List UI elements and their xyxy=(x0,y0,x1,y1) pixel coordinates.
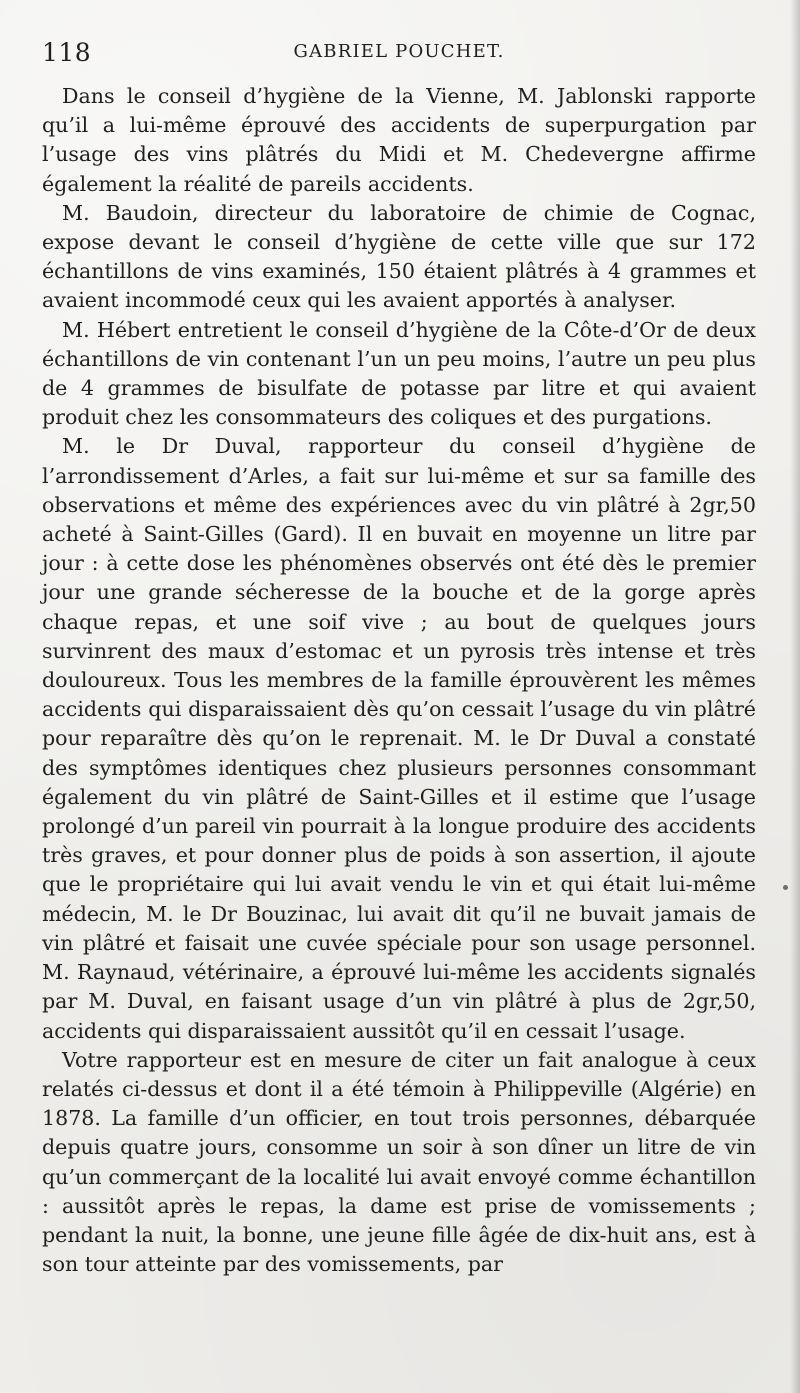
body-text xyxy=(42,82,756,1279)
running-head: GABRIEL POUCHET. xyxy=(293,41,505,62)
paragraph-vienne: Dans le conseil d’hygiène de la Vienne, M. Jablonski rapporte qu’il a lui-même éprouvé des accidents de superpurgation par l’usage des vins plâtrés du Midi et M. Chedevergne affirme également la réalité de pareils accidents. xyxy=(42,84,756,196)
paragraph-hebert: M. Hébert entretient le conseil d’hygiène de la Côte-d’Or de deux échantillons de vin contenant l’un un peu moins, l’autre un peu plus de 4 grammes de bisulfate de potasse par litre et qui avaient produit chez les consommateurs des coliques et des purgations. xyxy=(42,317,756,430)
paragraph-rapporteur: Votre rapporteur est en mesure de citer un fait analogue à ceux relatés ci-dessus et dont il a été témoin à Philippeville (Algérie) en 1878. La famille d’un officier, en tout trois personnes, débarquée depuis quatre jours, consomme un soir à son dîner un litre de vin qu’un commerçant de la localité lui avait envoyé comme échantillon : aussitôt après le repas, la dame est prise de vomissements ; pendant la nuit, la bonne, une jeune fille âgée de dix-huit ans, est à son tour atteinte par des vomissements, par xyxy=(42,1047,756,1277)
margin-speck xyxy=(783,885,788,890)
paragraph-duval: M. le Dr Duval, rapporteur du conseil d’hygiène de l’arrondissement d’Arles, a fait sur lui-même et sur sa famille des observations et même des expériences avec du vin plâtré à 2gr,50 acheté à Saint-Gilles (Gard). Il en buvait en moyenne un litre par jour : à cette dose les phénomènes observés ont été dès le premier jour une grande sécheresse de la bouche et de la gorge après chaque repas, et une soif vive ; au bout de quelques jours survinrent des maux d’estomac et un pyrosis très intense et très douloureux. Tous les membres de la famille éprouvèrent les mêmes accidents qui disparaissaient dès qu’on cessait l’usage du vin plâtré pour reparaître dès qu’on le reprenait. M. le Dr Duval a constaté des symptômes identiques chez plusieurs personnes consommant également du vin plâtré de Saint-Gilles et il estime que l’usage prolongé d’un pareil vin pourrait à la longue produire des accidents très graves, et pour donner plus de poids à son assertion, il ajoute que le propriétaire qui lui avait vendu le vin et qui était lui-même médecin, M. le Dr Bouzinac, lui avait dit qu’il ne buvait jamais de vin plâtré et faisait une cuvée spéciale pour son usage personnel. M. Raynaud, vétérinaire, a éprouvé lui-même les accidents signalés par M. Duval, en faisant usage d’un vin plâtré à plus de 2gr,50, accidents qui disparaissaient aussitôt qu’il en cessait l’usage. xyxy=(42,434,756,1043)
page-number: 118 xyxy=(42,38,92,67)
page-header xyxy=(42,38,756,68)
paragraph-baudoin: M. Baudoin, directeur du laboratoire de chimie de Cognac, expose devant le conseil d’hygiène de cette ville que sur 172 échantillons de vins examinés, 150 étaient plâtrés à 4 grammes et avaient incommodé ceux qui les avaient apportés à analyser. xyxy=(42,200,756,313)
